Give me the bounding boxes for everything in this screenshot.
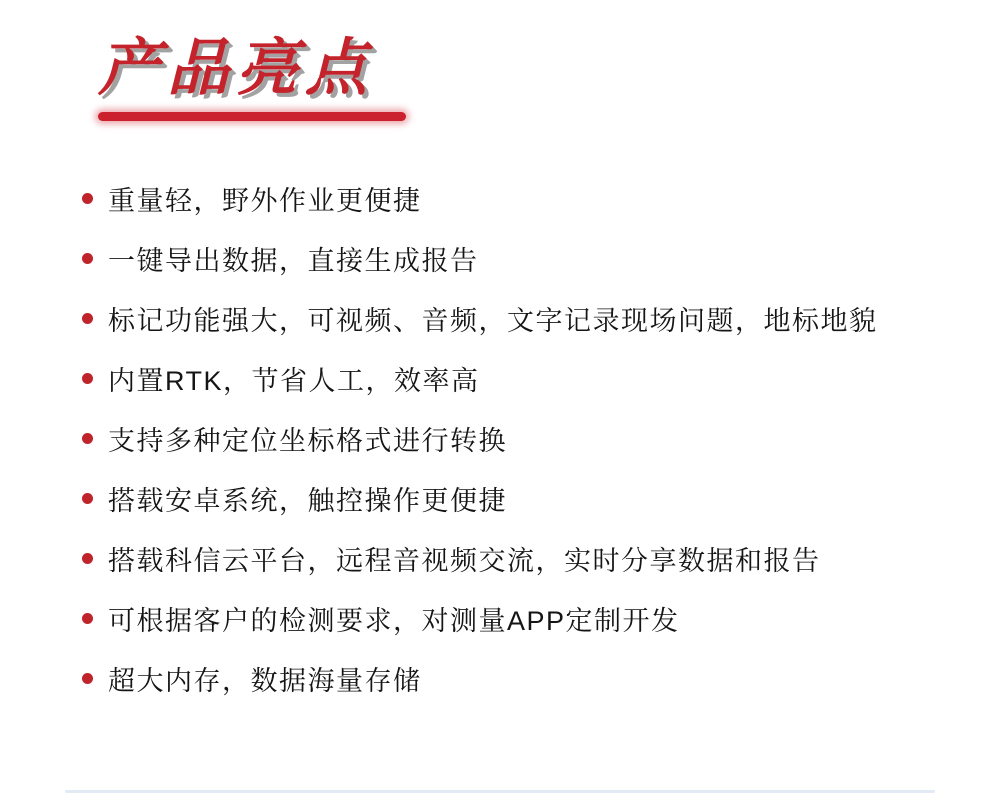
page-title: 产品亮点 bbox=[98, 34, 375, 103]
highlight-text: 搭载安卓系统，触控操作更便捷 bbox=[108, 485, 507, 516]
list-item bbox=[0, 288, 1000, 348]
list-item bbox=[0, 648, 1000, 708]
bullet-icon bbox=[82, 433, 93, 444]
highlight-text: 可根据客户的检测要求，对测量APP定制开发 bbox=[108, 605, 680, 636]
title-underline bbox=[98, 112, 406, 121]
bottom-divider bbox=[65, 790, 935, 793]
list-item bbox=[0, 468, 1000, 528]
highlight-list bbox=[0, 168, 1000, 708]
bullet-icon bbox=[82, 493, 93, 504]
list-item bbox=[0, 168, 1000, 228]
list-item bbox=[0, 588, 1000, 648]
highlight-text: 一键导出数据，直接生成报告 bbox=[108, 245, 479, 276]
list-item bbox=[0, 228, 1000, 288]
highlight-text: 标记功能强大，可视频、音频，文字记录现场问题，地标地貌 bbox=[108, 305, 878, 336]
bullet-icon bbox=[82, 613, 93, 624]
bullet-icon bbox=[82, 253, 93, 264]
bullet-icon bbox=[82, 673, 93, 684]
bullet-icon bbox=[82, 313, 93, 324]
list-item bbox=[0, 348, 1000, 408]
highlight-text: 支持多种定位坐标格式进行转换 bbox=[108, 425, 507, 456]
list-item bbox=[0, 528, 1000, 588]
highlight-text: 重量轻，野外作业更便捷 bbox=[108, 185, 422, 216]
highlight-text: 内置RTK，节省人工，效率高 bbox=[108, 365, 480, 396]
highlight-text: 超大内存，数据海量存储 bbox=[108, 665, 422, 696]
header bbox=[98, 36, 374, 101]
bullet-icon bbox=[82, 553, 93, 564]
list-item bbox=[0, 408, 1000, 468]
highlight-text: 搭载科信云平台，远程音视频交流，实时分享数据和报告 bbox=[108, 545, 821, 576]
bullet-icon bbox=[82, 373, 93, 384]
bullet-icon bbox=[82, 193, 93, 204]
